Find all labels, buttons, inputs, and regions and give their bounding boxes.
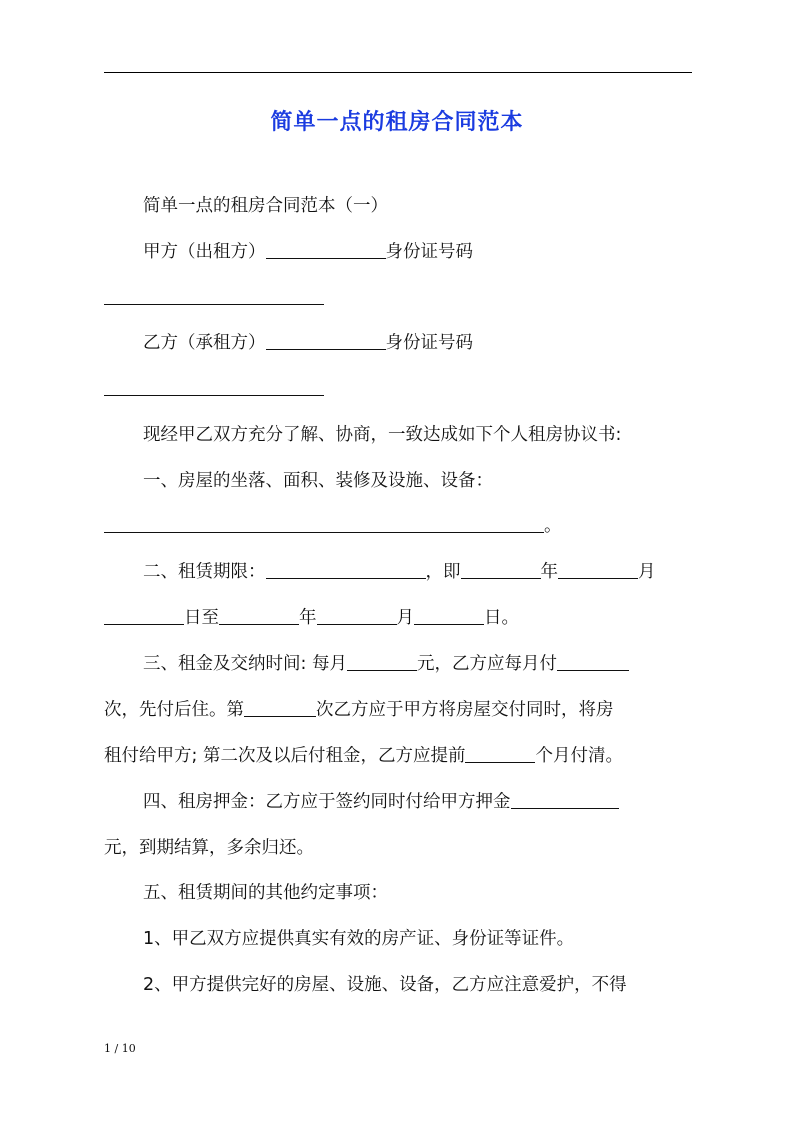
intro-paragraph: 现经甲乙双方充分了解、协商，一致达成如下个人租房协议书: bbox=[143, 425, 622, 445]
clause1-title: 一、房屋的坐落、面积、装修及设施、设备： bbox=[143, 471, 493, 491]
text: 租付给甲方; 第二次及以后付租金，乙方应提前 bbox=[104, 746, 466, 766]
party-b-id-label: 身份证号码 bbox=[385, 333, 473, 353]
clause4-line1 bbox=[104, 788, 733, 816]
blank-field[interactable] bbox=[104, 377, 324, 396]
blank-field[interactable] bbox=[266, 331, 386, 350]
text: ，即 bbox=[425, 562, 461, 582]
text: 日。 bbox=[484, 608, 519, 628]
clause2-label: 二、租赁期限： bbox=[143, 562, 266, 582]
party-a-id-line bbox=[104, 284, 694, 312]
party-b-line bbox=[104, 329, 733, 357]
clause3-line2 bbox=[104, 696, 694, 724]
blank-field[interactable] bbox=[317, 606, 397, 625]
clause3-line3 bbox=[104, 742, 694, 770]
blank-field[interactable] bbox=[244, 698, 316, 717]
clause5-title: 五、租赁期间的其他约定事项： bbox=[143, 883, 388, 903]
blank-field[interactable] bbox=[465, 744, 535, 763]
blank-field[interactable] bbox=[347, 652, 417, 671]
blank-field[interactable] bbox=[104, 286, 324, 305]
clause4-label: 四、租房押金：乙方应于签约同时付给甲方押金 bbox=[143, 792, 511, 812]
text: 月 bbox=[396, 608, 414, 628]
party-a-label: 甲方（出租方） bbox=[143, 242, 266, 262]
blank-field[interactable] bbox=[461, 560, 541, 579]
blank-field[interactable] bbox=[104, 606, 184, 625]
party-a-line bbox=[104, 238, 733, 266]
text: 个月付清。 bbox=[535, 746, 623, 766]
clause5-item2: 2、甲方提供完好的房屋、设施、设备，乙方应注意爱护，不得 bbox=[143, 975, 627, 995]
clause2-line2 bbox=[104, 604, 694, 632]
text: 次乙方应于甲方将房屋交付同时，将房 bbox=[316, 700, 614, 720]
clause4-line2: 元，到期结算，多余归还。 bbox=[104, 838, 314, 858]
party-a-id-label: 身份证号码 bbox=[385, 242, 473, 262]
party-b-id-line bbox=[104, 375, 694, 403]
text: 元，乙方应每月付 bbox=[416, 654, 557, 674]
blank-field[interactable] bbox=[557, 652, 629, 671]
clause5-item1: 1、甲乙双方应提供真实有效的房产证、身份证等证件。 bbox=[143, 929, 575, 949]
document-title: 简单一点的租房合同范本 bbox=[270, 110, 524, 135]
blank-field[interactable] bbox=[266, 240, 386, 259]
blank-field[interactable] bbox=[104, 514, 544, 533]
text: 年 bbox=[540, 562, 558, 582]
text: 月 bbox=[638, 562, 656, 582]
period: 。 bbox=[544, 516, 562, 536]
text: 次，先付后住。第 bbox=[104, 700, 244, 720]
blank-field[interactable] bbox=[414, 606, 484, 625]
clause1-blank-line bbox=[104, 512, 694, 540]
clause3-line1 bbox=[104, 650, 733, 678]
clause2-line1 bbox=[104, 558, 733, 586]
blank-field[interactable] bbox=[558, 560, 638, 579]
blank-field[interactable] bbox=[511, 790, 619, 809]
text: 日至 bbox=[184, 608, 219, 628]
page-number: 1 / 10 bbox=[104, 1042, 136, 1055]
blank-field[interactable] bbox=[219, 606, 299, 625]
header-rule bbox=[104, 72, 692, 73]
blank-field[interactable] bbox=[266, 560, 426, 579]
text: 年 bbox=[299, 608, 317, 628]
clause3-label: 三、租金及交纳时间: 每月 bbox=[143, 654, 347, 674]
party-b-label: 乙方（承租方） bbox=[143, 333, 266, 353]
subtitle: 简单一点的租房合同范本（一） bbox=[143, 196, 388, 216]
